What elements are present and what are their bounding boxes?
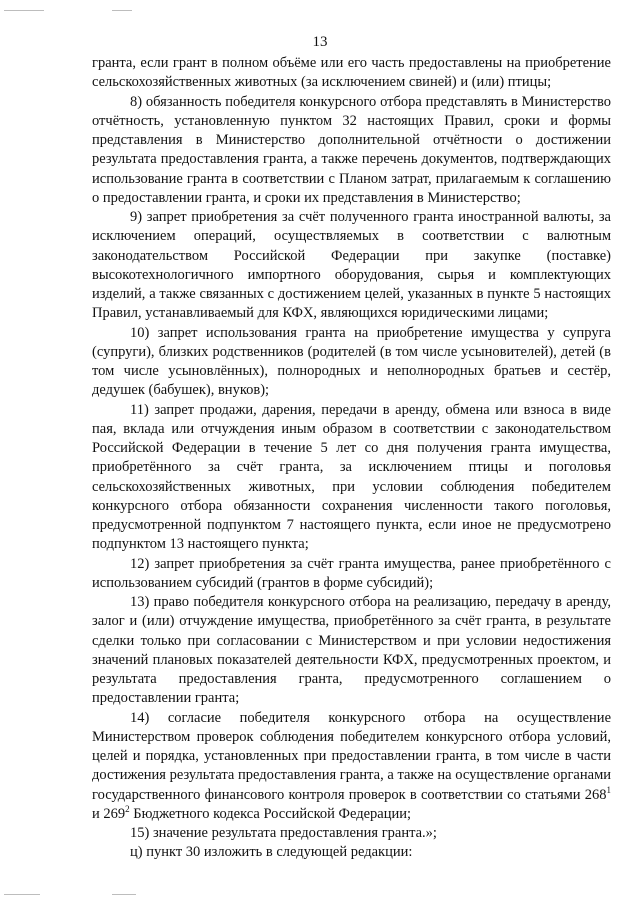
paragraph-item-11: 11) запрет продажи, дарения, передачи в аренду, обмена или взноса в виде пая, вклада или отчуждения иным образом в соответствии с законодательством Российской Федерации в течение 5 лет со дня получения гранта имущества, приобретённого за счёт гранта, за исключением птицы и поголовья сельскохозяйственных животных, при условии соблюдения победителем конкурсного отбора обязанности сохранения численности такого поголовья, предусмотренной подпунктом 7 настоящего пункта, если иное не предусмотрено подпунктом 13 настоящего пункта; [92, 401, 611, 553]
paragraph-item-15: 15) значение результата предоставления гранта.»; [130, 825, 437, 841]
paragraph-item-10: 10) запрет использования гранта на приобретение имущества у супруга (супруги), близких родственников (родителей (в том числе усыновителей), детей (в том числе усыновлённых), полнородных и неполнородных братьев и сестёр, дедушек (бабушек), внуков); [92, 324, 611, 399]
paragraph-item-8: 8) обязанность победителя конкурсного отбора представлять в Министерство отчётность, установленную пунктом 32 настоящих Правил, сроки и формы представления в Министерство дополнительной отчётности о достижении результата предоставления гранта, а также перечень документов, подтверждающих использование гранта в соответствии с Планом затрат, прилагаемым к соглашению о предоставлении гранта, и сроки их представления в Министерство; [92, 93, 611, 206]
scan-artifact [112, 10, 132, 11]
paragraph-item-ts: ц) пункт 30 изложить в следующей редакции: [130, 844, 413, 861]
scan-artifact [4, 10, 44, 11]
paragraph-item-9: 9) запрет приобретения за счёт полученного гранта иностранной валюты, за исключением операций, осуществляемых в соответствии с валютным законодательством Российской Федерации при закупке (поставке) высокотехнологичного импортного оборудования, сырья и комплектующих изделий, а также связанных с достижением целей, указанных в пункте 5 настоящих Правил, устанавливаемый для КФХ, являющихся юридическими лицами; [92, 209, 611, 322]
paragraph-item-14-text: 14) согласие победителя конкурсного отбора на осуществление Министерством проверок соблюдения победителем конкурсного отбора условий, целей и порядка, установленных при предоставлении гранта, в том числе в части достижения результата предоставления гранта, а также на осуществление органами государственного финансового контроля проверок в соответствии со статьями 268 [92, 709, 611, 803]
paragraph-item-14-mid: и 269 [92, 805, 126, 822]
paragraph-item-12: 12) запрет приобретения за счёт гранта имущества, ранее приобретённого с использованием субсидий (грантов в форме субсидий); [92, 555, 611, 591]
superscript-1: 1 [606, 784, 611, 795]
document-body [92, 54, 611, 863]
paragraph-item-14 [92, 709, 611, 825]
paragraph-continuation: гранта, если грант в полном объёме или его часть предоставлены на приобретение сельскохозяйственных животных (за исключением свиней) и (или) птицы; [92, 55, 611, 91]
superscript-2: 2 [125, 803, 130, 814]
paragraph-item-13: 13) право победителя конкурсного отбора на реализацию, передачу в аренду, залог и (или) отчуждение имущества, приобретённого за счёт гранта, в результате сделки только при согласовании с Министерством и при условии недостижения значений плановых показателей деятельности КФХ, предусмотренных проектом, и результата предоставления гранта, предусмотренного соглашением о предоставлении гранта; [92, 594, 611, 707]
scan-artifact [112, 894, 136, 895]
page-number: 13 [312, 34, 328, 50]
scan-artifact [4, 894, 40, 895]
paragraph-item-14-tail: Бюджетного кодекса Российской Федерации; [129, 805, 412, 822]
